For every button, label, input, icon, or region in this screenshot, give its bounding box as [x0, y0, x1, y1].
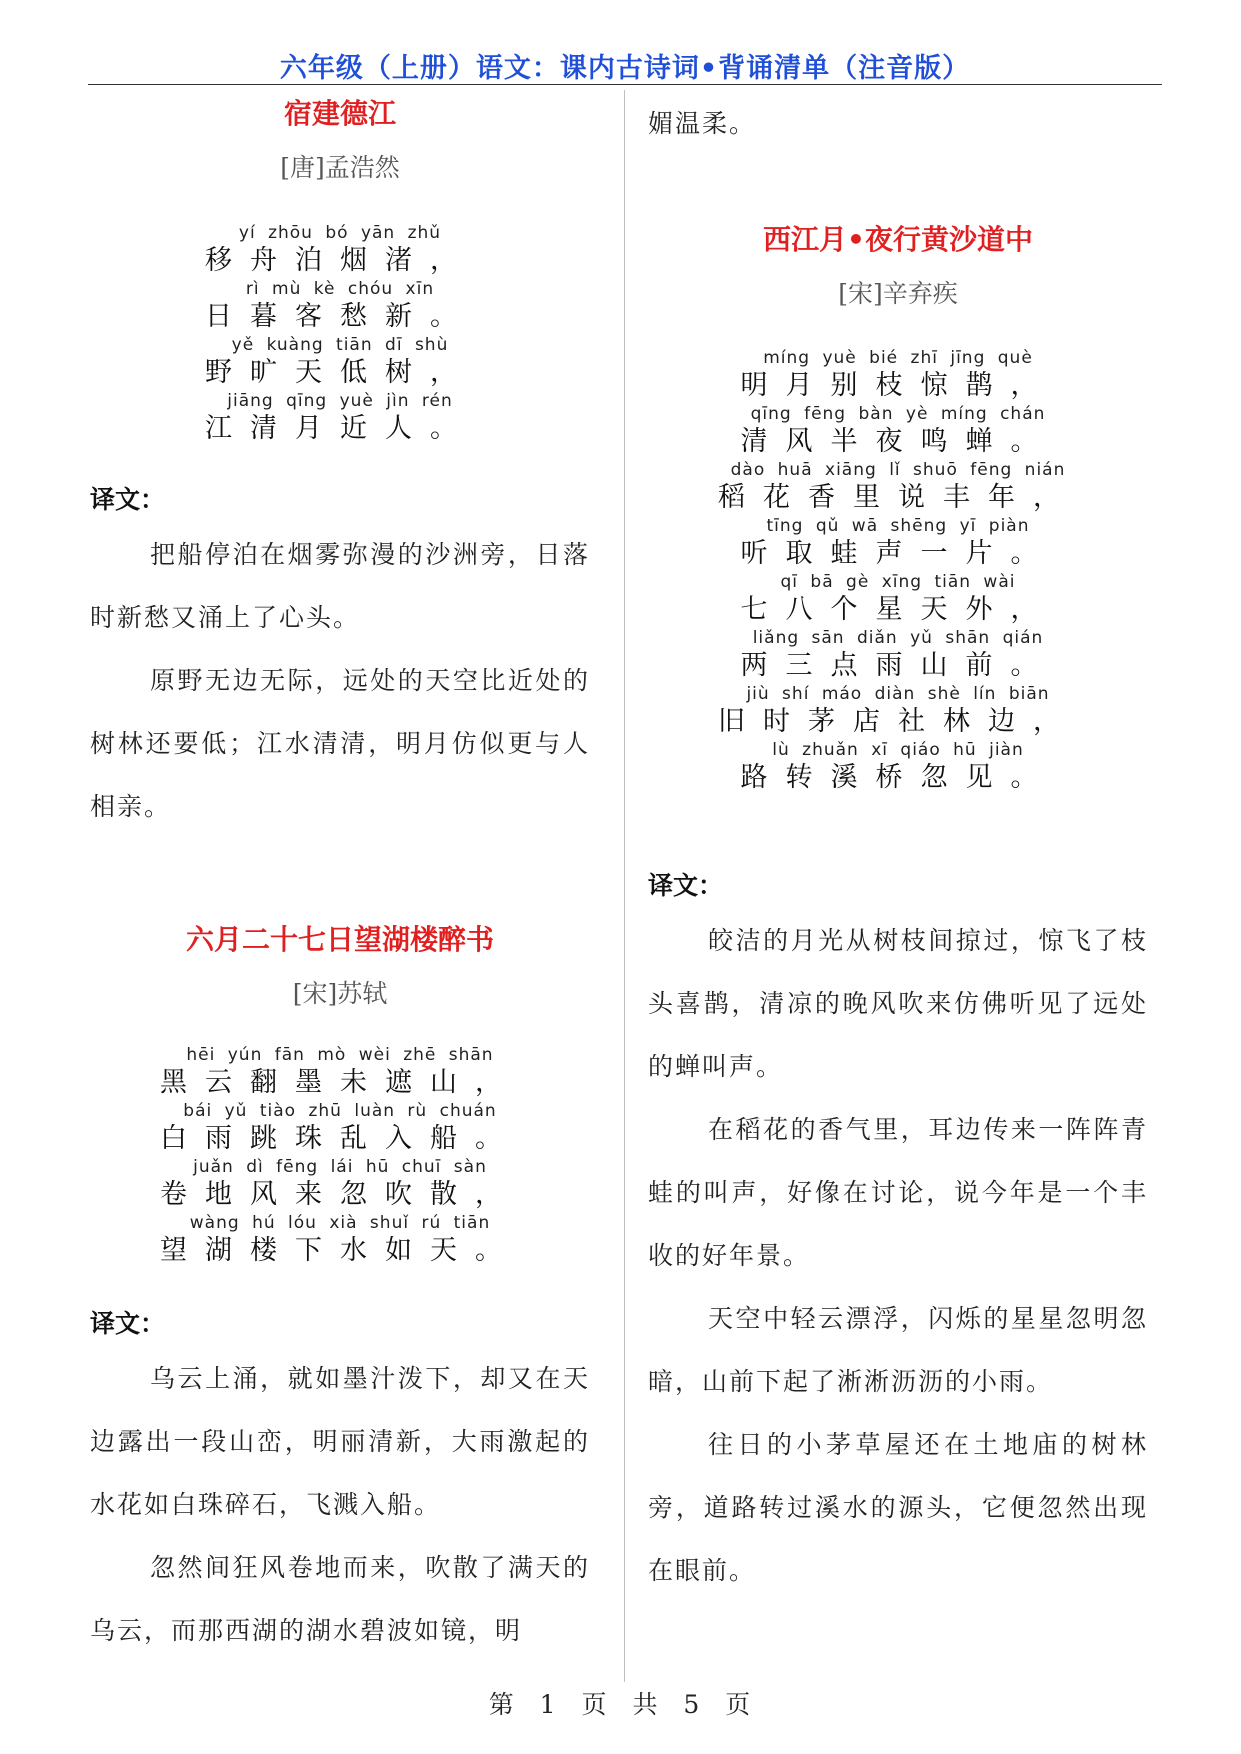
- poem-title: 西江月•夜行黄沙道中: [763, 223, 1033, 256]
- hanzi: 明月别枝惊鹊，: [740, 370, 1056, 401]
- poem-line: [648, 403, 1148, 459]
- page-footer: 第 1 页 共 5 页: [488, 1690, 753, 1719]
- hanzi: 听取蛙声一片。: [740, 538, 1056, 569]
- hanzi: 清风半夜鸣蝉。: [740, 426, 1056, 457]
- translation-label: 译文：: [648, 871, 724, 900]
- pinyin: qīng fēng bàn yè míng chán: [750, 404, 1046, 424]
- pinyin: jiāng qīng yuè jìn rén: [227, 391, 453, 411]
- translation-label: 译文：: [90, 1309, 166, 1338]
- translation: [90, 1347, 590, 1662]
- pinyin: yí zhōu bó yān zhǔ: [238, 223, 442, 243]
- poem-line: [648, 571, 1148, 627]
- poem-title: 宿建德江: [283, 97, 396, 130]
- pinyin: míng yuè bié zhī jīng què: [763, 348, 1033, 368]
- poem-line: [648, 627, 1148, 683]
- poem-line: [90, 1156, 590, 1212]
- hanzi: 卷地风来忽吹散，: [160, 1179, 520, 1210]
- pinyin: yě kuàng tiān dī shù: [231, 335, 449, 355]
- poem-line: [648, 459, 1148, 515]
- translation: [90, 523, 590, 838]
- poem-line: [648, 683, 1148, 739]
- header-divider: [88, 84, 1162, 85]
- pinyin: qī bā gè xīng tiān wài: [780, 572, 1016, 592]
- poem-line: [648, 739, 1148, 795]
- pinyin: hēi yún fān mò wèi zhē shān: [186, 1045, 494, 1065]
- poem-line: [90, 1044, 590, 1100]
- hanzi: 江清月近人。: [205, 413, 475, 444]
- translation-paragraph: 忽然间狂风卷地而来，吹散了满天的乌云，而那西湖的湖水碧波如镜，明: [90, 1553, 590, 1645]
- translation-paragraph: 乌云上涌，就如墨汁泼下，却又在天边露出一段山峦，明丽清新，大雨激起的水花如白珠碎石，飞溅入船。: [90, 1364, 590, 1519]
- translation-paragraph: 往日的小茅草屋还在土地庙的树林旁，道路转过溪水的源头，它便忽然出现在眼前。: [648, 1430, 1148, 1585]
- poem-line: [648, 347, 1148, 403]
- poem-author: [宋]辛弃疾: [838, 279, 958, 308]
- column-divider: [624, 90, 625, 1682]
- hanzi: 黑云翻墨未遮山，: [160, 1067, 520, 1098]
- translation-paragraph: 皎洁的月光从树枝间掠过，惊飞了枝头喜鹊，清凉的晚风吹来仿佛听见了远处的蝉叫声。: [648, 926, 1148, 1081]
- poem-author: [宋]苏轼: [292, 979, 388, 1008]
- poem-line: [90, 390, 590, 446]
- poem-line: [648, 515, 1148, 571]
- hanzi: 旧时茅店社林边，: [718, 706, 1078, 737]
- hanzi: 稻花香里说丰年，: [718, 482, 1078, 513]
- continued-text: [648, 92, 1148, 155]
- pinyin: liǎng sān diǎn yǔ shān qián: [752, 628, 1044, 648]
- poem-line: [90, 1212, 590, 1268]
- poem-body: [90, 222, 590, 446]
- poem-line: [90, 1100, 590, 1156]
- pinyin: dào huā xiāng lǐ shuō fēng nián: [730, 460, 1066, 480]
- hanzi: 两三点雨山前。: [740, 650, 1056, 681]
- hanzi: 白雨跳珠乱入船。: [160, 1123, 520, 1154]
- hanzi: 野旷天低树，: [205, 357, 475, 388]
- poem-line: [90, 278, 590, 334]
- translation-continuation: 媚温柔。: [648, 109, 757, 138]
- translation-paragraph: 原野无边无际，远处的天空比近处的树林还要低；江水清清，明月仿似更与人相亲。: [90, 666, 590, 821]
- pinyin: wàng hú lóu xià shuǐ rú tiān: [189, 1213, 491, 1233]
- pinyin: lù zhuǎn xī qiáo hū jiàn: [772, 740, 1024, 760]
- poem-body: [90, 1044, 590, 1268]
- translation-paragraph: 天空中轻云漂浮，闪烁的星星忽明忽暗，山前下起了淅淅沥沥的小雨。: [648, 1304, 1148, 1396]
- hanzi: 七八个星天外，: [740, 594, 1056, 625]
- pinyin: tīng qǔ wā shēng yī piàn: [766, 516, 1030, 536]
- poem-line: [90, 222, 590, 278]
- poem-line: [90, 334, 590, 390]
- hanzi: 日暮客愁新。: [205, 301, 475, 332]
- hanzi: 路转溪桥忽见。: [740, 762, 1056, 793]
- translation-paragraph: 把船停泊在烟雾弥漫的沙洲旁，日落时新愁又涌上了心头。: [90, 540, 590, 632]
- pinyin: jiù shí máo diàn shè lín biān: [746, 684, 1050, 704]
- translation-paragraph: 在稻花的香气里，耳边传来一阵阵青蛙的叫声，好像在讨论，说今年是一个丰收的好年景。: [648, 1115, 1148, 1270]
- poem-title: 六月二十七日望湖楼醉书: [185, 923, 494, 956]
- pinyin: juǎn dì fēng lái hū chuī sàn: [193, 1157, 487, 1177]
- hanzi: 望湖楼下水如天。: [160, 1235, 520, 1266]
- hanzi: 移舟泊烟渚，: [205, 245, 475, 276]
- translation: [648, 909, 1148, 1602]
- page-header: 六年级（上册）语文：课内古诗词•背诵清单（注音版）: [279, 53, 971, 84]
- translation-label: 译文：: [90, 485, 166, 514]
- pinyin: bái yǔ tiào zhū luàn rù chuán: [183, 1101, 497, 1121]
- pinyin: rì mù kè chóu xīn: [245, 279, 435, 299]
- poem-body: [648, 347, 1148, 795]
- poem-author: [唐]孟浩然: [280, 153, 400, 182]
